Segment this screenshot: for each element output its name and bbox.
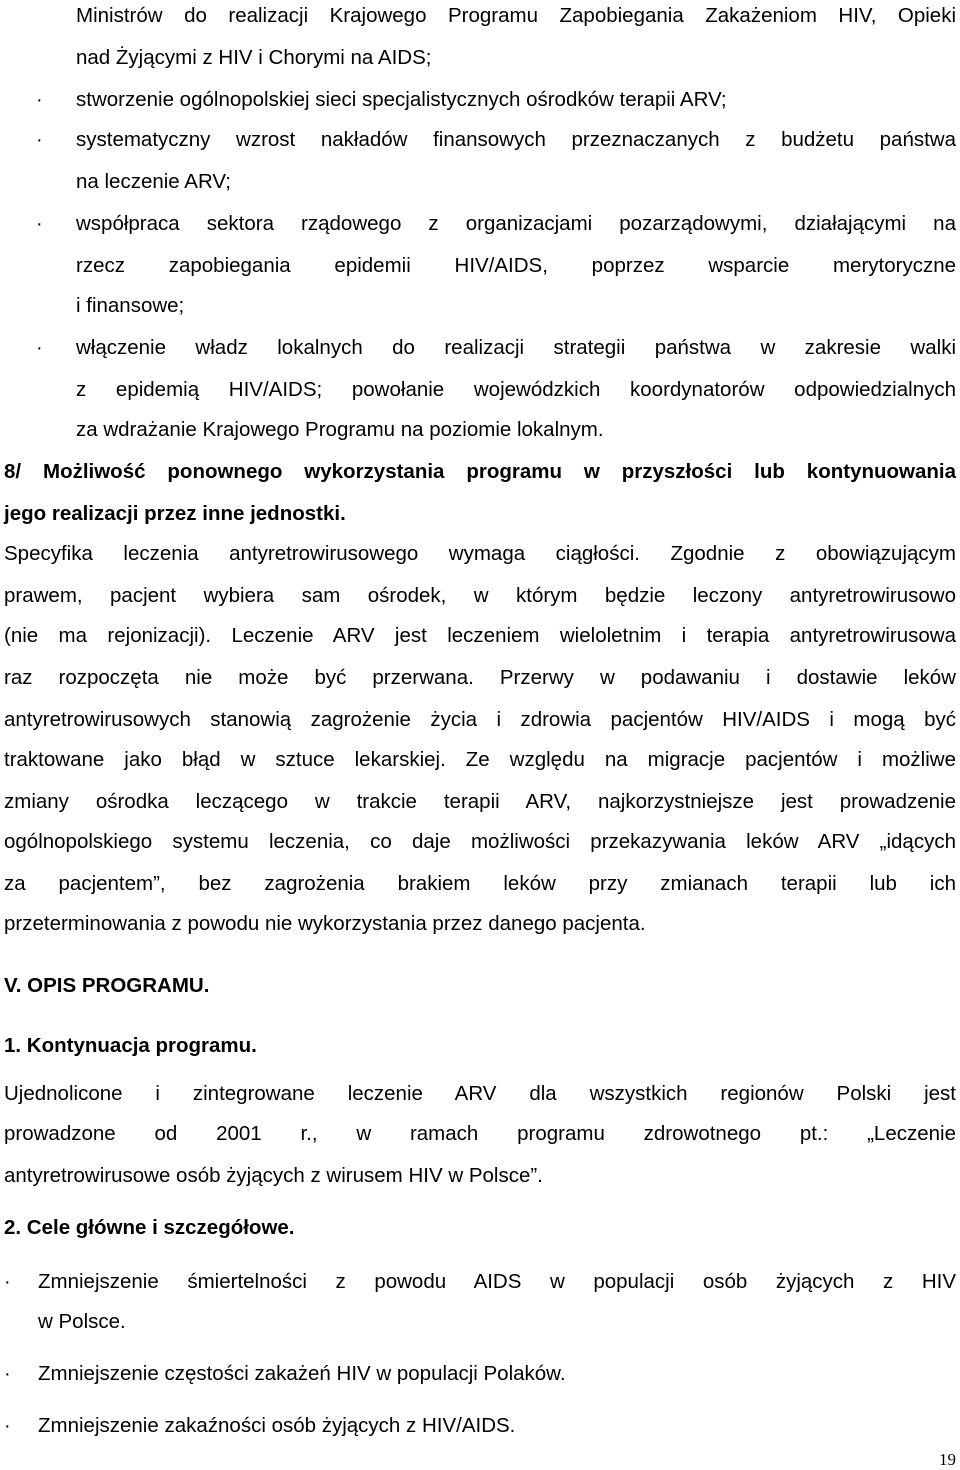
list-item-line: i finansowe; <box>76 294 185 317</box>
subsection-heading: 2. Cele główne i szczegółowe. <box>4 1216 295 1239</box>
list-item-line: współpraca sektora rządowego z organizacjami pozarządowymi, działającymi na <box>76 212 956 235</box>
paragraph-line: ogólnopolskiego systemu leczenia, co daje możliwości przekazywania leków ARV „idących <box>4 830 956 853</box>
list-continuation-line: Ministrów do realizacji Krajowego Programu Zapobiegania Zakażeniom HIV, Opieki <box>76 4 956 27</box>
page-number: 19 <box>939 1450 956 1469</box>
bullet-icon: · <box>36 337 43 359</box>
bullet-icon: · <box>36 89 43 111</box>
list-item-line: włączenie władz lokalnych do realizacji strategii państwa w zakresie walki <box>76 336 956 359</box>
paragraph-line: prawem, pacjent wybiera sam ośrodek, w którym będzie leczony antyretrowirusowo <box>4 584 956 607</box>
paragraph-line: antyretrowirusowe osób żyjących z wirusem HIV w Polsce”. <box>4 1164 543 1187</box>
bullet-icon: · <box>36 213 43 235</box>
list-item-line: w Polsce. <box>38 1310 126 1333</box>
paragraph-line: (nie ma rejonizacji). Leczenie ARV jest leczeniem wieloletnim i terapia antyretrowirusowa <box>4 624 956 647</box>
paragraph-line: zmiany ośrodka leczącego w trakcie terapii ARV, najkorzystniejsze jest prowadzenie <box>4 790 956 813</box>
paragraph-line: Specyfika leczenia antyretrowirusowego wymaga ciągłości. Zgodnie z obowiązującym <box>4 542 956 565</box>
list-item-line: z epidemią HIV/AIDS; powołanie wojewódzkich koordynatorów odpowiedzialnych <box>76 378 956 401</box>
paragraph-line: Ujednolicone i zintegrowane leczenie ARV dla wszystkich regionów Polski jest <box>4 1082 956 1105</box>
bullet-icon: · <box>36 129 43 151</box>
list-item-line: Zmniejszenie śmiertelności z powodu AIDS w populacji osób żyjących z HIV <box>38 1270 956 1293</box>
list-item-line: rzecz zapobiegania epidemii HIV/AIDS, poprzez wsparcie merytoryczne <box>76 254 956 277</box>
list-item-line: Zmniejszenie zakaźności osób żyjących z HIV/AIDS. <box>38 1414 516 1437</box>
paragraph-line: przeterminowania z powodu nie wykorzystania przez danego pacjenta. <box>4 912 646 935</box>
list-item-line: Zmniejszenie częstości zakażeń HIV w populacji Polaków. <box>38 1362 566 1385</box>
bullet-icon: · <box>4 1415 11 1437</box>
paragraph-line: raz rozpoczęta nie może być przerwana. Przerwy w podawaniu i dostawie leków <box>4 666 956 689</box>
list-item-line: stworzenie ogólnopolskiej sieci specjalistycznych ośrodków terapii ARV; <box>76 88 727 111</box>
section-heading: 8/ Możliwość ponownego wykorzystania programu w przyszłości lub kontynuowania <box>4 460 956 483</box>
paragraph-line: antyretrowirusowych stanowią zagrożenie życia i zdrowia pacjentów HIV/AIDS i mogą być <box>4 708 956 731</box>
chapter-heading: V. OPIS PROGRAMU. <box>4 974 210 997</box>
paragraph-line: traktowane jako błąd w sztuce lekarskiej. Ze względu na migracje pacjentów i możliwe <box>4 748 956 771</box>
bullet-icon: · <box>4 1271 11 1293</box>
list-item-line: na leczenie ARV; <box>76 170 231 193</box>
list-item-line: systematyczny wzrost nakładów finansowych przeznaczanych z budżetu państwa <box>76 128 956 151</box>
list-item-line: za wdrażanie Krajowego Programu na poziomie lokalnym. <box>76 418 604 441</box>
section-heading: jego realizacji przez inne jednostki. <box>4 502 346 525</box>
paragraph-line: prowadzone od 2001 r., w ramach programu zdrowotnego pt.: „Leczenie <box>4 1122 956 1145</box>
subsection-heading: 1. Kontynuacja programu. <box>4 1034 257 1057</box>
list-continuation-line: nad Żyjącymi z HIV i Chorymi na AIDS; <box>76 46 432 69</box>
bullet-icon: · <box>4 1363 11 1385</box>
paragraph-line: za pacjentem”, bez zagrożenia brakiem leków przy zmianach terapii lub ich <box>4 872 956 895</box>
